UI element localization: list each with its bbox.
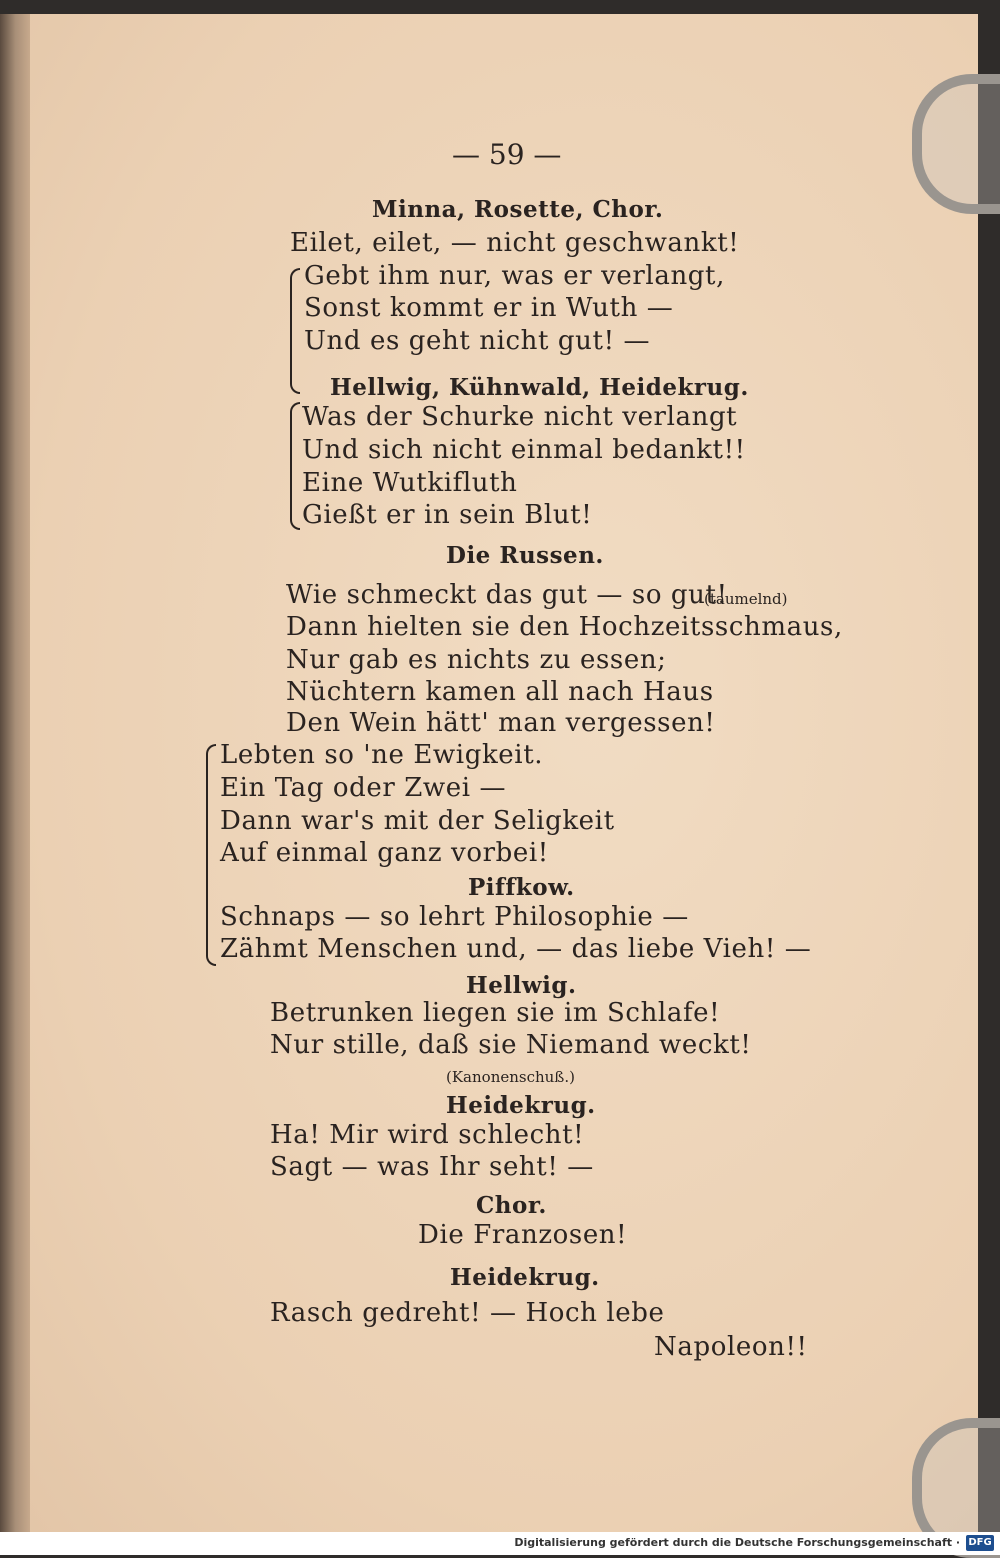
verse-line: Und sich nicht einmal bedankt!! [302,435,746,465]
verse-line: Und es geht nicht gut! — [304,326,651,356]
verse-line: Zähmt Menschen und, — das liebe Vieh! — [220,934,812,964]
verse-line: Nur gab es nichts zu essen; [286,645,667,675]
footer-bar [0,1532,1000,1555]
speaker-heading: Chor. [476,1192,547,1219]
stage-direction: (taumelnd) [704,590,788,608]
verse-line: Ha! Mir wird schlecht! [270,1120,585,1150]
verse-line: Nur stille, daß sie Niemand weckt! [270,1030,752,1060]
verse-line: Den Wein hätt' man vergessen! [286,708,716,738]
verse-line: Rasch gedreht! — Hoch lebe [270,1298,665,1328]
speaker-heading: Hellwig, Kühnwald, Heidekrug. [330,374,749,401]
dfg-logo-icon: DFG [966,1535,994,1551]
verse-line: Was der Schurke nicht verlangt [302,402,738,432]
page-number: — 59 — [452,138,562,171]
speaker-heading: Heidekrug. [446,1092,596,1119]
stage-direction: (Kanonenschuß.) [446,1068,575,1086]
verse-line: Lebten so 'ne Ewigkeit. [220,740,544,770]
verse-line: Dann hielten sie den Hochzeitsschmaus, [286,612,843,642]
speaker-heading: Heidekrug. [450,1264,600,1291]
verse-line: Eine Wutkifluth [302,468,518,498]
verse-line: Wie schmeckt das gut — so gut! [286,580,728,610]
speaker-heading: Hellwig. [466,972,577,999]
brace-bracket [290,268,300,394]
verse-line: Napoleon!! [654,1332,808,1362]
verse-line: Schnaps — so lehrt Philosophie — [220,902,689,932]
verse-line: Betrunken liegen sie im Schlafe! [270,998,721,1028]
footer-credit: Digitalisierung gefördert durch die Deutsche Forschungsgemeinschaft · [514,1536,960,1549]
brace-bracket [290,402,300,530]
verse-line: Sagt — was Ihr seht! — [270,1152,594,1182]
speaker-heading: Die Russen. [446,542,604,569]
verse-line: Ein Tag oder Zwei — [220,773,507,803]
verse-line: Die Franzosen! [418,1220,628,1250]
verse-line: Nüchtern kamen all nach Haus [286,677,714,707]
verse-line: Dann war's mit der Seligkeit [220,806,615,836]
verse-line: Sonst kommt er in Wuth — [304,293,674,323]
speaker-heading: Piffkow. [468,874,575,901]
brace-bracket [206,744,216,966]
verse-line: Gießt er in sein Blut! [302,500,593,530]
verse-line: Auf einmal ganz vorbei! [220,838,549,868]
verse-line: Gebt ihm nur, was er verlangt, [304,261,725,291]
verse-line: Eilet, eilet, — nicht geschwankt! [290,228,740,258]
speaker-heading: Minna, Rosette, Chor. [372,196,664,223]
